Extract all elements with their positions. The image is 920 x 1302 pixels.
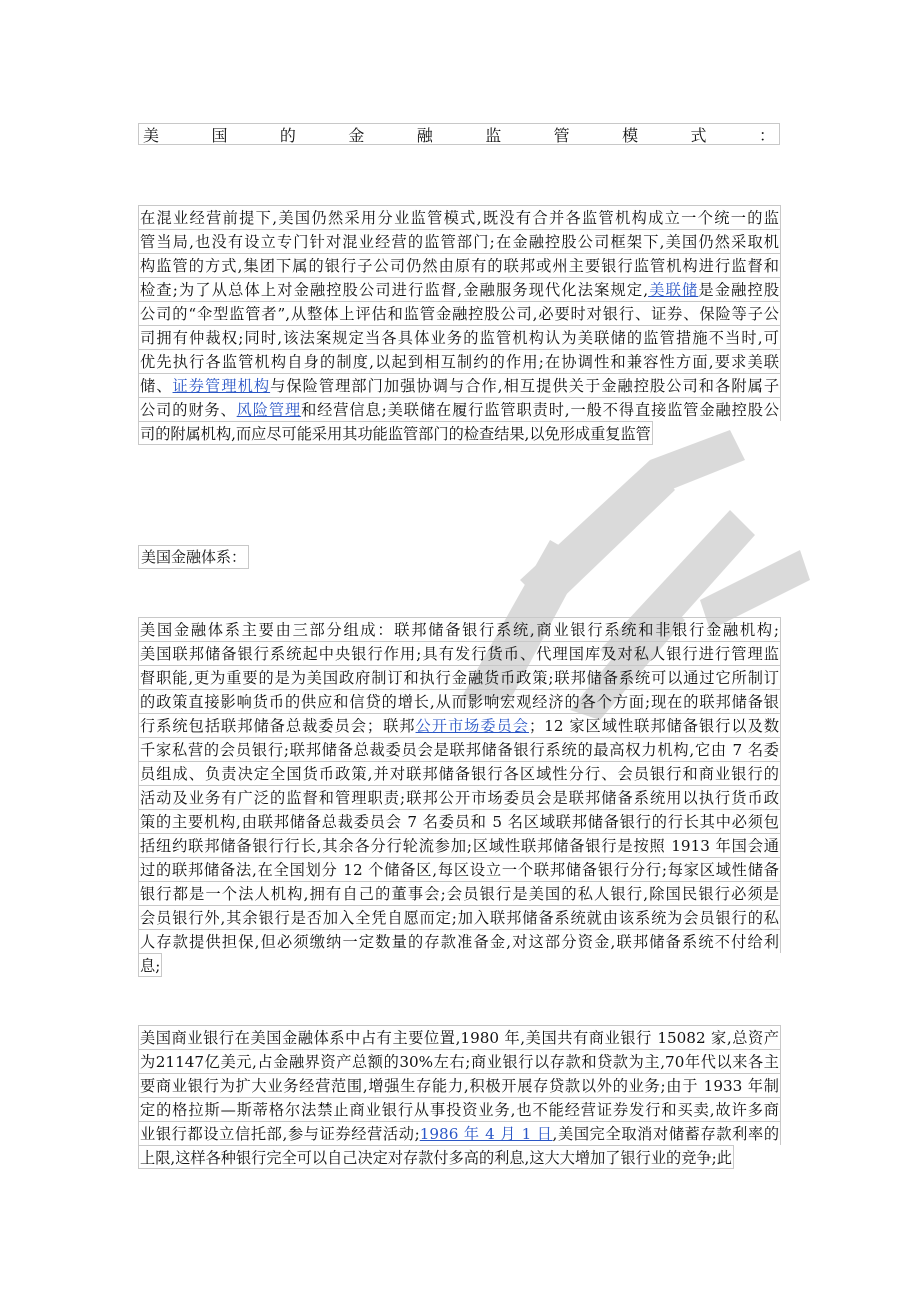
text-run: 千家私营的会员银行;联邦储备总裁委员会是联邦储备银行系统的最高权力机构,它由 7 名委 <box>140 741 779 759</box>
text-line <box>138 641 781 665</box>
text-line <box>138 881 781 905</box>
text-line <box>138 665 781 689</box>
text-line <box>138 1073 781 1097</box>
title-char: 的 <box>279 125 296 145</box>
text-line <box>138 905 781 929</box>
text-run: 人存款提供担保,但必须缴纳一定数量的存款准备金,对这部分资金,联邦储备系统不付给利 <box>140 933 779 951</box>
text-run: 和经营信息;美联储在履行监管职责时,一般不得直接监管金融控股公 <box>301 401 780 419</box>
text-line <box>138 397 781 421</box>
text-line <box>138 929 781 953</box>
title-char: 国 <box>211 125 228 145</box>
title-char: 融 <box>416 125 433 145</box>
title-char: 管 <box>553 125 570 145</box>
text-run: 要商业银行为扩大业务经营范围,增强生存能力,积极开展存贷款以外的业务;由于 1933 年制 <box>140 1077 779 1095</box>
text-run: 司的附属机构,而应尽可能采用其功能监管部门的检查结果,以免形成重复监管 <box>140 425 651 443</box>
text-run: 督职能,更为重要的是为美国政府制订和执行金融货币政策;联邦储备系统可以通过它所制订 <box>140 669 779 687</box>
hyperlink[interactable]: 公开市场委员会 <box>415 717 529 735</box>
text-run: 管当局,也没有设立专门针对混业经营的监管部门;在金融控股公司框架下,美国仍然采取机 <box>140 233 779 251</box>
page-title <box>138 123 780 145</box>
title-char: 金 <box>348 125 365 145</box>
text-run: 美国联邦储备银行系统起中央银行作用;具有发行货币、代理国库及对私人银行进行管理监 <box>140 645 779 663</box>
text-run: ,美国完全取消对储蓄存款利率的 <box>552 1125 780 1143</box>
text-run: 行系统包括联邦储备总裁委员会；联邦 <box>140 717 416 735</box>
text-run: 定的格拉斯—斯蒂格尔法禁止商业银行从事投资业务,也不能经营证券发行和买卖,故许多商 <box>140 1101 779 1119</box>
title-char: 模 <box>622 125 639 145</box>
text-line <box>138 953 162 977</box>
title-char: 式 <box>690 125 707 145</box>
text-run: 为21147亿美元,占金融界资产总额的30%左右;商业银行以存款和贷款为主,70年代以来各主 <box>140 1053 779 1071</box>
text-run: 上限,这样各种银行完全可以自己决定对存款付多高的利息,这大大增加了银行业的竞争;此 <box>140 1149 732 1167</box>
section-heading-financial-system: 美国金融体系： <box>138 545 249 569</box>
text-run: 公司的“伞型监管者”,从整体上评估和监管金融控股公司,必要时对银行、证券、保险等子公 <box>140 305 779 323</box>
text-line <box>138 277 781 301</box>
text-run: 检查;为了从总体上对金融控股公司进行监督,金融服务现代化法案规定, <box>140 281 649 299</box>
hyperlink[interactable]: 风险管理 <box>236 401 302 419</box>
paragraph-federal-reserve <box>138 617 781 985</box>
text-run: 过的联邦储备法,在全国划分 12 个储备区,每区设立一个联邦储备银行分行;每家区域性储备 <box>140 861 779 879</box>
text-run: 活动及业务有广泛的监督和管理职责;联邦公开市场委员会是联邦储备系统用以执行货币政 <box>140 789 779 807</box>
text-run: 括纽约联邦储备银行行长,其余各分行轮流参加;区域性联邦储备银行是按照 1913 年国会通 <box>140 837 779 855</box>
text-run: 美国商业银行在美国金融体系中占有主要位置,1980 年,美国共有商业银行 15082 家,总资产 <box>140 1029 779 1047</box>
text-line <box>138 785 781 809</box>
text-line <box>138 301 781 325</box>
text-line <box>138 857 781 881</box>
text-run: 的政策直接影响货币的供应和信贷的增长,从而影响宏观经济的各个方面;现在的联邦储备银 <box>140 693 779 711</box>
text-run: 储、 <box>140 377 173 395</box>
text-line <box>138 761 781 785</box>
text-line <box>138 253 781 277</box>
title-char: ： <box>758 125 775 145</box>
text-line <box>138 1049 781 1073</box>
text-line <box>138 1025 781 1049</box>
text-run: 员组成、负责决定全国货币政策,并对联邦储备银行各区域性分行、会员银行和商业银行的 <box>140 765 779 783</box>
text-line <box>138 689 781 713</box>
text-run: 会员银行外,其余银行是否加入全凭自愿而定;加入联邦储备系统就由该系统为会员银行的私 <box>140 909 779 927</box>
title-char: 监 <box>485 125 502 145</box>
hyperlink[interactable]: 1986 年 4 月 1 日 <box>419 1125 553 1143</box>
text-run: 业银行都设立信托部,参与证券经营活动; <box>140 1125 420 1143</box>
paragraph-regulation <box>138 205 781 453</box>
text-line <box>138 1097 781 1121</box>
text-run: ；12 家区域性联邦储备银行以及数 <box>528 717 780 735</box>
text-run: 美国金融体系主要由三部分组成：联邦储备银行系统,商业银行系统和非银行金融机构; <box>140 621 779 639</box>
text-run: 构监管的方式,集团下属的银行子公司仍然由原有的联邦或州主要银行监管机构进行监督和 <box>140 257 779 275</box>
text-line <box>138 229 781 253</box>
text-line <box>138 205 781 229</box>
text-line <box>138 833 781 857</box>
title-char: 美 <box>143 125 160 145</box>
paragraph-commercial-banks <box>138 1025 781 1177</box>
hyperlink[interactable]: 证券管理机构 <box>172 377 271 395</box>
text-run: 策的主要机构,由联邦储备总裁委员会 7 名委员和 5 名区域联邦储备银行的行长其中必须包 <box>140 813 779 831</box>
text-line <box>138 1145 734 1169</box>
text-run: 与保险管理部门加强协调与合作,相互提供关于金融控股公司和各附属子 <box>270 377 780 395</box>
text-line <box>138 809 781 833</box>
text-run: 息; <box>140 957 161 975</box>
hyperlink[interactable]: 美联储 <box>648 281 699 299</box>
text-run: 公司的财务、 <box>140 401 237 419</box>
text-run: 是金融控股 <box>698 281 780 299</box>
text-line <box>138 421 653 445</box>
text-line <box>138 713 781 737</box>
text-line <box>138 737 781 761</box>
text-line <box>138 617 781 641</box>
text-line <box>138 349 781 373</box>
text-run: 司拥有仲裁权;同时,该法案规定当各具体业务的监管机构认为美联储的监管措施不当时,可 <box>140 329 779 347</box>
text-run: 银行都是一个法人机构,拥有自己的董事会;会员银行是美国的私人银行,除国民银行必须是 <box>140 885 779 903</box>
text-run: 优先执行各监管机构自身的制度,以起到相互制约的作用;在协调性和兼容性方面,要求美联 <box>140 353 779 371</box>
text-line <box>138 325 781 349</box>
text-line <box>138 373 781 397</box>
text-run: 在混业经营前提下,美国仍然采用分业监管模式,既没有合并各监管机构成立一个统一的监 <box>140 209 779 227</box>
text-line <box>138 1121 781 1145</box>
